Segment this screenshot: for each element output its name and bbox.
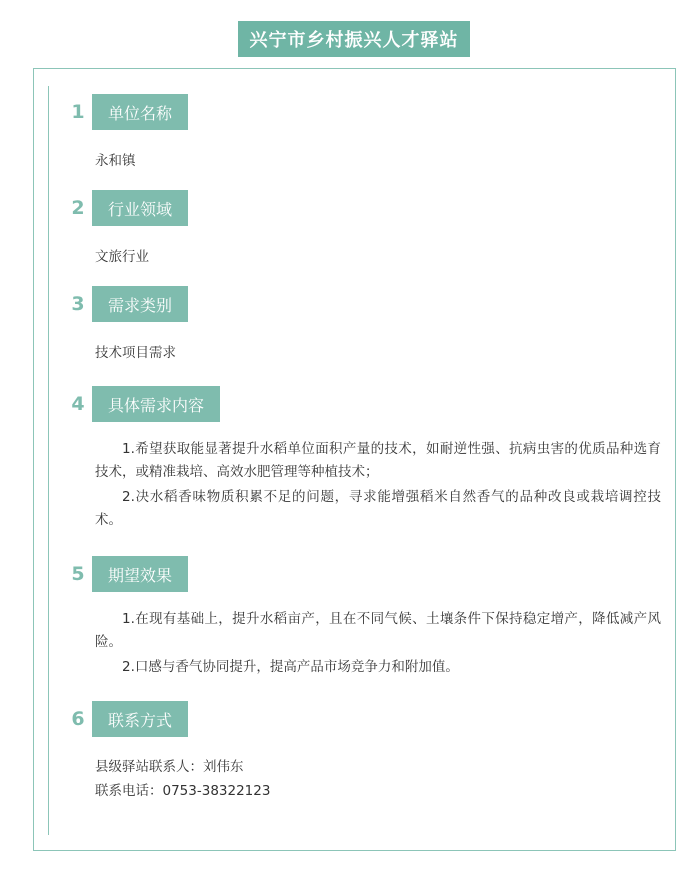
section-text: 文旅行业: [95, 249, 149, 265]
section-heading: 联系方式: [92, 701, 188, 737]
section-heading: 单位名称: [92, 94, 188, 130]
section-paragraph: 2.口感与香气协同提升，提高产品市场竞争力和附加值。: [122, 659, 459, 675]
section-number: 4: [71, 393, 85, 415]
section-heading: 期望效果: [92, 556, 188, 592]
section-heading: 需求类别: [92, 286, 188, 322]
section-number: 1: [71, 101, 85, 123]
section-heading: 具体需求内容: [92, 386, 220, 422]
section-paragraph: 1.希望获取能显著提升水稻单位面积产量的技术，如耐逆性强、抗病虫害的优质品种选育技术，或精准栽培、高效水肥管理等种植技术；: [95, 441, 661, 480]
section-number: 6: [71, 708, 85, 730]
contact-phone: 联系电话：0753-38322123: [95, 783, 271, 799]
section-heading: 行业领域: [92, 190, 188, 226]
left-divider: [48, 86, 49, 835]
section-text: 技术项目需求: [95, 345, 176, 361]
section-paragraph: 1.在现有基础上，提升水稻亩产，且在不同气候、土壤条件下保持稳定增产，降低减产风险。: [95, 611, 661, 650]
page-title: 兴宁市乡村振兴人才驿站: [238, 21, 470, 57]
section-number: 5: [71, 563, 85, 585]
section-paragraph: 2.决水稻香味物质积累不足的问题，寻求能增强稻米自然香气的品种改良或栽培调控技术。: [95, 489, 661, 528]
section-text: 永和镇: [95, 153, 136, 169]
section-number: 3: [71, 293, 85, 315]
section-number: 2: [71, 197, 85, 219]
contact-person: 县级驿站联系人：刘伟东: [95, 759, 244, 775]
